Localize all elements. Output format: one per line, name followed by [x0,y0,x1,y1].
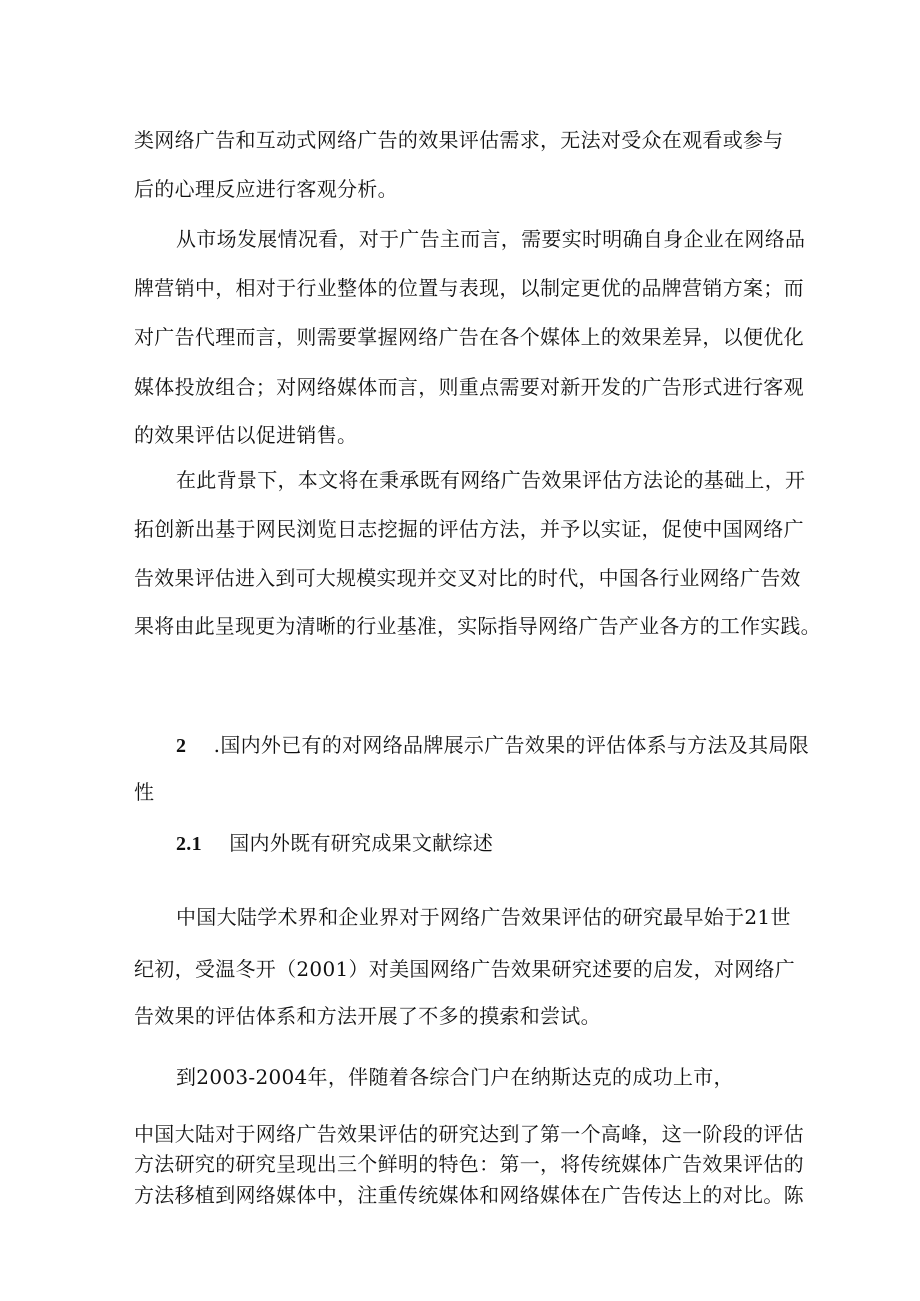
paragraph-4-line-3: 告效果的评估体系和方法开展了不多的摸索和尝试。 [134,1004,601,1028]
paragraph-4-line-1: 中国大陆学术界和企业界对于网络广告效果评估的研究最早始于21世 [176,905,791,929]
paragraph-4-line-2: 纪初，受温冬开（2001）对美国网络广告效果研究述要的启发，对网络广 [134,957,796,981]
paragraph-6-line-3: 方法移植到网络媒体中，注重传统媒体和网络媒体在广告传达上的对比。陈 [134,1183,804,1207]
section-2-number: 2 [176,735,187,757]
paragraph-6-line-1: 中国大陆对于网络广告效果评估的研究达到了第一个高峰，这一阶段的评估 [134,1122,804,1146]
paragraph-1-line-1: 类网络广告和互动式网络广告的效果评估需求，无法对受众在观看或参与 [134,128,784,152]
section-2-title-line-2: 性 [134,780,155,804]
paragraph-2-line-5: 的效果评估以促进销售。 [134,423,358,447]
paragraph-2-line-3: 对广告代理而言，则需要掌握网络广告在各个媒体上的效果差异，以便优化 [134,325,804,349]
paragraph-3-line-4: 果将由此呈现更为清晰的行业基准，实际指导网络广告产业各方的工作实践。 [134,614,821,638]
section-2-1-number: 2.1 [176,833,202,855]
section-2-heading [176,731,809,760]
paragraph-1-line-2: 后的心理反应进行客观分析。 [134,177,398,201]
paragraph-2-line-4: 媒体投放组合；对网络媒体而言，则重点需要对新开发的广告形式进行客观 [134,375,804,399]
section-2-1-title: 国内外既有研究成果文献综述 [229,831,494,855]
paragraph-5-line-1: 到2003-2004年，伴随着各综合门户在纳斯达克的成功上市， [176,1065,734,1089]
section-2-1-heading [176,829,493,858]
paragraph-2-line-2: 牌营销中，相对于行业整体的位置与表现，以制定更优的品牌营销方案；而 [134,276,804,300]
section-2-title-line-1: .国内外已有的对网络品牌展示广告效果的评估体系与方法及其局限 [213,733,810,757]
paragraph-2-line-1: 从市场发展情况看，对于广告主而言，需要实时明确自身企业在网络品 [176,227,806,251]
paragraph-3-line-2: 拓创新出基于网民浏览日志挖掘的评估方法，并予以实证，促使中国网络广 [134,517,804,541]
paragraph-3-line-3: 告效果评估进入到可大规模实现并交叉对比的时代，中国各行业网络广告效 [134,566,801,590]
paragraph-3-line-1: 在此背景下，本文将在秉承既有网络广告效果评估方法论的基础上，开 [176,468,806,492]
paragraph-6-line-2: 方法研究的研究呈现出三个鲜明的特色：第一，将传统媒体广告效果评估的 [134,1152,804,1176]
